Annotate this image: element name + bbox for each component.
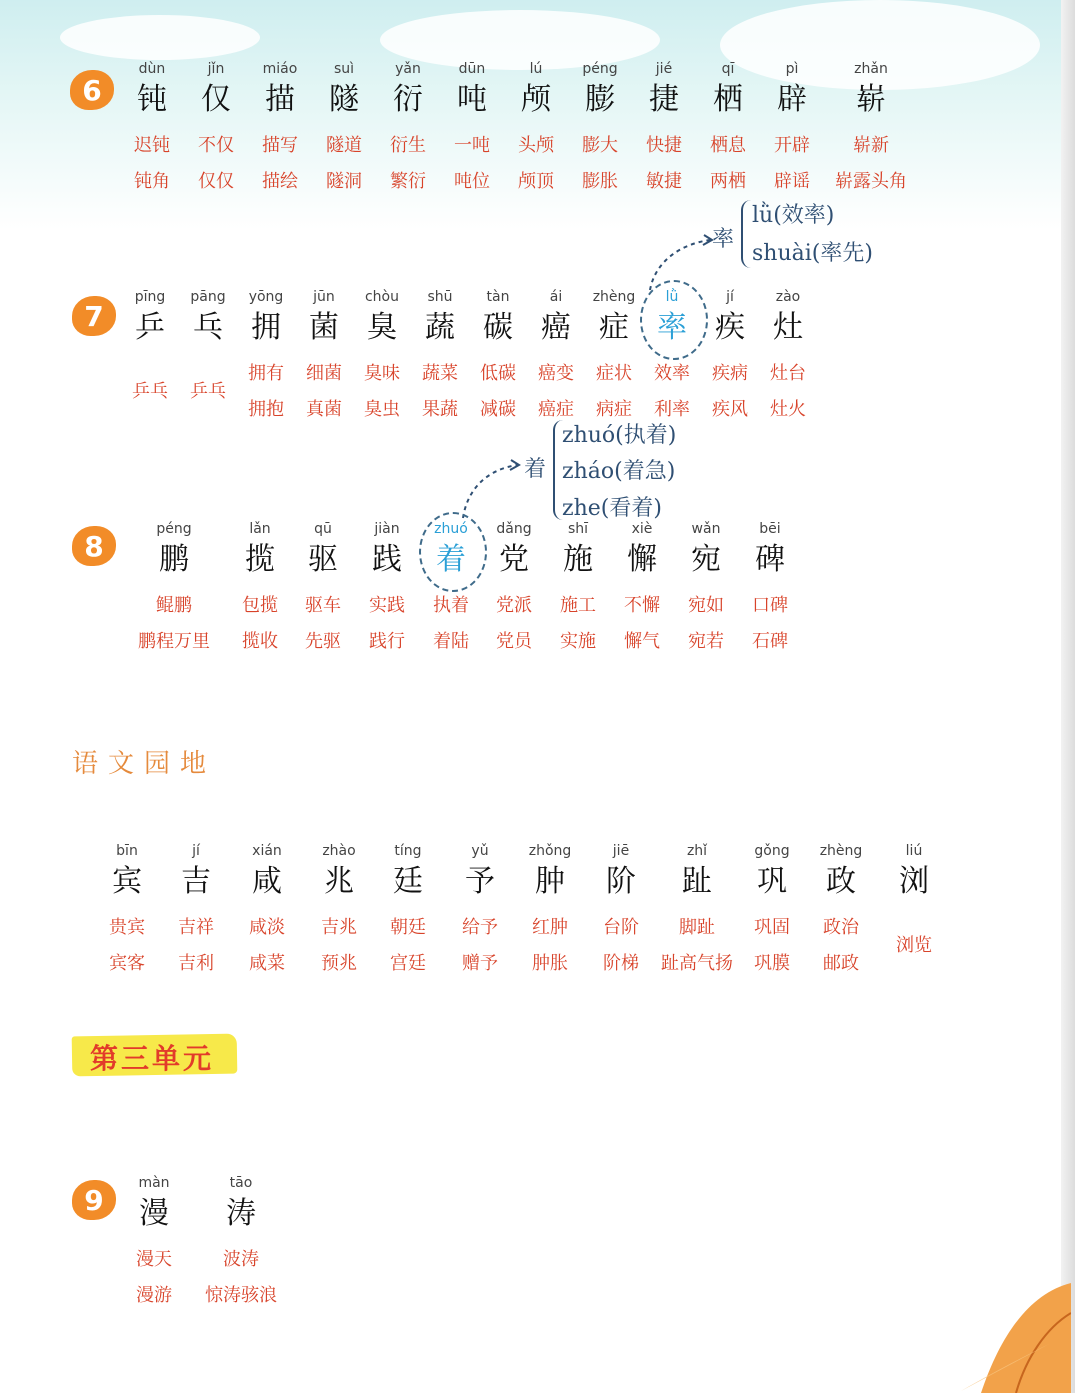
hanzi: 疾 bbox=[715, 310, 745, 345]
hanzi: 宾 bbox=[112, 864, 142, 899]
hanzi: 兆 bbox=[324, 864, 354, 899]
pinyin: tàn bbox=[486, 289, 510, 305]
example-word: 趾高气扬 bbox=[661, 953, 733, 974]
pinyin: jí bbox=[192, 843, 200, 859]
example-word: 一吨 bbox=[454, 135, 490, 156]
lesson-number-badge: 7 bbox=[72, 296, 116, 336]
character-entry bbox=[109, 1172, 199, 1314]
example-word: 宫廷 bbox=[390, 953, 426, 974]
character-entry bbox=[129, 518, 219, 660]
pinyin: shū bbox=[427, 289, 453, 305]
pinyin: zhǎn bbox=[854, 61, 888, 77]
example-word: 阶梯 bbox=[603, 953, 639, 974]
hanzi: 践 bbox=[372, 542, 402, 577]
example-word: 鲲鹏 bbox=[156, 595, 192, 616]
example-word: 辟谣 bbox=[774, 171, 810, 192]
example-word: 台阶 bbox=[603, 917, 639, 938]
autumn-leaf-icon bbox=[941, 1273, 1071, 1393]
hanzi: 蔬 bbox=[425, 310, 455, 345]
section-title-garden: 语文园地 bbox=[72, 749, 217, 779]
character-entry bbox=[743, 286, 833, 428]
example-word: 癌变 bbox=[538, 363, 574, 384]
character-entry bbox=[725, 518, 815, 660]
hanzi: 着 bbox=[436, 542, 466, 577]
example-word: 咸淡 bbox=[249, 917, 285, 938]
pinyin: tāo bbox=[229, 1175, 253, 1191]
character-entry bbox=[196, 1172, 286, 1314]
example-word: 灶火 bbox=[770, 399, 806, 420]
hanzi: 钝 bbox=[137, 82, 167, 117]
polyphone-arrow bbox=[455, 456, 525, 520]
lesson-number-badge: 6 bbox=[70, 70, 114, 110]
polyphone-brace bbox=[741, 200, 751, 268]
example-word: 疾病 bbox=[712, 363, 748, 384]
example-word: 乒乓 bbox=[190, 381, 226, 402]
lesson-number-badge: 8 bbox=[72, 526, 116, 566]
pinyin: yōng bbox=[248, 289, 284, 305]
example-word: 浏览 bbox=[896, 935, 932, 956]
hanzi: 吨 bbox=[457, 82, 487, 117]
character-entry bbox=[826, 58, 916, 200]
example-word: 崭露头角 bbox=[835, 171, 907, 192]
example-word: 党员 bbox=[496, 631, 532, 652]
example-word: 繁衍 bbox=[390, 171, 426, 192]
example-word: 症状 bbox=[596, 363, 632, 384]
hanzi: 描 bbox=[265, 82, 295, 117]
unit-title: 第三单元 bbox=[90, 1042, 215, 1075]
hanzi: 栖 bbox=[713, 82, 743, 117]
example-word: 拥抱 bbox=[248, 399, 284, 420]
hanzi: 碑 bbox=[755, 542, 785, 577]
example-word: 描写 bbox=[262, 135, 298, 156]
example-word: 疾风 bbox=[712, 399, 748, 420]
example-word: 宾客 bbox=[109, 953, 145, 974]
example-word: 懈气 bbox=[624, 631, 660, 652]
pinyin: zào bbox=[775, 289, 801, 305]
example-word: 预兆 bbox=[321, 953, 357, 974]
example-word: 细菌 bbox=[306, 363, 342, 384]
pinyin: bēi bbox=[759, 521, 781, 537]
example-word: 巩固 bbox=[754, 917, 790, 938]
pinyin: dūn bbox=[458, 61, 486, 77]
pinyin: yǔ bbox=[471, 843, 489, 859]
example-word: 执着 bbox=[433, 595, 469, 616]
hanzi: 崭 bbox=[856, 82, 886, 117]
example-word: 实施 bbox=[560, 631, 596, 652]
polyphone-reading: lǜ(效率) bbox=[752, 203, 835, 228]
example-word: 仅仅 bbox=[198, 171, 234, 192]
hanzi: 驱 bbox=[308, 542, 338, 577]
example-word: 宛如 bbox=[688, 595, 724, 616]
example-word: 衍生 bbox=[390, 135, 426, 156]
hanzi: 咸 bbox=[252, 864, 282, 899]
hanzi: 衍 bbox=[393, 82, 423, 117]
hanzi: 廷 bbox=[393, 864, 423, 899]
example-word: 施工 bbox=[560, 595, 596, 616]
example-word: 乒乓 bbox=[132, 381, 168, 402]
polyphone-reading: zhe(看着) bbox=[562, 496, 662, 521]
pinyin: chòu bbox=[364, 289, 399, 305]
example-word: 开辟 bbox=[774, 135, 810, 156]
example-word: 鹏程万里 bbox=[138, 631, 210, 652]
example-word: 口碑 bbox=[752, 595, 788, 616]
pinyin: zhào bbox=[322, 843, 356, 859]
polyphone-reading: shuài(率先) bbox=[752, 241, 873, 266]
example-word: 不仅 bbox=[198, 135, 234, 156]
hanzi: 碳 bbox=[483, 310, 513, 345]
pinyin: zhèng bbox=[819, 843, 863, 859]
pinyin: dǎng bbox=[496, 521, 532, 537]
hanzi: 党 bbox=[499, 542, 529, 577]
pinyin: pāng bbox=[190, 289, 226, 305]
pinyin: shī bbox=[567, 521, 589, 537]
hanzi: 症 bbox=[599, 310, 629, 345]
hanzi: 仅 bbox=[201, 82, 231, 117]
hanzi: 阶 bbox=[606, 864, 636, 899]
example-word: 膨胀 bbox=[582, 171, 618, 192]
hanzi: 巩 bbox=[757, 864, 787, 899]
example-word: 咸菜 bbox=[249, 953, 285, 974]
hanzi: 懈 bbox=[627, 542, 657, 577]
polyphone-reading: zháo(着急) bbox=[562, 459, 676, 484]
hanzi: 菌 bbox=[309, 310, 339, 345]
hanzi: 施 bbox=[563, 542, 593, 577]
pinyin: dùn bbox=[138, 61, 166, 77]
hanzi: 捷 bbox=[649, 82, 679, 117]
pinyin: zhèng bbox=[592, 289, 636, 305]
pinyin: yǎn bbox=[395, 61, 421, 77]
hanzi: 颅 bbox=[521, 82, 551, 117]
example-word: 先驱 bbox=[305, 631, 341, 652]
hanzi: 宛 bbox=[691, 542, 721, 577]
pinyin: jié bbox=[655, 61, 673, 77]
pinyin: xiè bbox=[631, 521, 653, 537]
example-word: 肿胀 bbox=[532, 953, 568, 974]
hanzi: 浏 bbox=[899, 864, 929, 899]
hanzi: 漫 bbox=[139, 1196, 169, 1231]
example-word: 石碑 bbox=[752, 631, 788, 652]
pinyin: zhuó bbox=[434, 521, 468, 537]
example-word: 吉祥 bbox=[178, 917, 214, 938]
pinyin: péng bbox=[156, 521, 192, 537]
example-word: 漫游 bbox=[136, 1285, 172, 1306]
example-word: 效率 bbox=[654, 363, 690, 384]
example-word: 崭新 bbox=[853, 135, 889, 156]
example-word: 栖息 bbox=[710, 135, 746, 156]
hanzi: 膨 bbox=[585, 82, 615, 117]
example-word: 红肿 bbox=[532, 917, 568, 938]
lesson-number-badge: 9 bbox=[72, 1180, 116, 1220]
example-word: 快捷 bbox=[646, 135, 682, 156]
pinyin: jǐn bbox=[207, 61, 225, 77]
example-word: 漫天 bbox=[136, 1249, 172, 1270]
example-word: 蔬菜 bbox=[422, 363, 458, 384]
example-word: 癌症 bbox=[538, 399, 574, 420]
example-word: 利率 bbox=[654, 399, 690, 420]
pinyin: lú bbox=[529, 61, 543, 77]
character-entry bbox=[869, 840, 959, 964]
pinyin: suì bbox=[333, 61, 355, 77]
hanzi: 臭 bbox=[367, 310, 397, 345]
example-word: 头颅 bbox=[518, 135, 554, 156]
example-word: 低碳 bbox=[480, 363, 516, 384]
example-word: 描绘 bbox=[262, 171, 298, 192]
example-word: 臭虫 bbox=[364, 399, 400, 420]
example-word: 贵宾 bbox=[109, 917, 145, 938]
example-word: 钝角 bbox=[134, 171, 170, 192]
pinyin: jí bbox=[726, 289, 734, 305]
hanzi: 揽 bbox=[245, 542, 275, 577]
pinyin: tíng bbox=[394, 843, 422, 859]
example-word: 颅顶 bbox=[518, 171, 554, 192]
example-word: 给予 bbox=[462, 917, 498, 938]
hanzi: 拥 bbox=[251, 310, 281, 345]
example-word: 减碳 bbox=[480, 399, 516, 420]
example-word: 不懈 bbox=[624, 595, 660, 616]
example-word: 党派 bbox=[496, 595, 532, 616]
pinyin: màn bbox=[138, 1175, 170, 1191]
hanzi: 乓 bbox=[193, 310, 223, 345]
example-word: 迟钝 bbox=[134, 135, 170, 156]
character-entry bbox=[747, 58, 837, 200]
example-word: 赠予 bbox=[462, 953, 498, 974]
polyphone-char: 率 bbox=[712, 227, 735, 252]
example-word: 巩膜 bbox=[754, 953, 790, 974]
example-word: 实践 bbox=[369, 595, 405, 616]
example-word: 宛若 bbox=[688, 631, 724, 652]
hanzi: 吉 bbox=[181, 864, 211, 899]
example-word: 驱车 bbox=[305, 595, 341, 616]
hanzi: 肿 bbox=[535, 864, 565, 899]
example-word: 政治 bbox=[823, 917, 859, 938]
hanzi: 涛 bbox=[226, 1196, 256, 1231]
pinyin: wǎn bbox=[691, 521, 721, 537]
pinyin: jiàn bbox=[374, 521, 400, 537]
pinyin: pīng bbox=[134, 289, 166, 305]
hanzi: 鹏 bbox=[159, 542, 189, 577]
pinyin: liú bbox=[905, 843, 923, 859]
hanzi: 予 bbox=[465, 864, 495, 899]
example-word: 吉利 bbox=[178, 953, 214, 974]
pinyin: pì bbox=[785, 61, 799, 77]
pinyin: qī bbox=[721, 61, 735, 77]
pinyin: zhǒng bbox=[528, 843, 572, 859]
pinyin: jūn bbox=[313, 289, 335, 305]
pinyin: gǒng bbox=[754, 843, 790, 859]
example-word: 膨大 bbox=[582, 135, 618, 156]
pinyin: qū bbox=[314, 521, 332, 537]
example-word: 两栖 bbox=[710, 171, 746, 192]
hanzi: 乒 bbox=[135, 310, 165, 345]
pinyin: péng bbox=[582, 61, 618, 77]
example-word: 惊涛骇浪 bbox=[205, 1285, 277, 1306]
polyphone-char: 着 bbox=[524, 457, 547, 482]
example-word: 隧洞 bbox=[326, 171, 362, 192]
pinyin: lǜ bbox=[665, 289, 679, 305]
pinyin: ái bbox=[549, 289, 563, 305]
example-word: 邮政 bbox=[823, 953, 859, 974]
cloud bbox=[60, 15, 260, 60]
example-word: 着陆 bbox=[433, 631, 469, 652]
example-word: 朝廷 bbox=[390, 917, 426, 938]
hanzi: 趾 bbox=[682, 864, 712, 899]
example-word: 真菌 bbox=[306, 399, 342, 420]
pinyin: bīn bbox=[116, 843, 138, 859]
hanzi: 隧 bbox=[329, 82, 359, 117]
example-word: 臭味 bbox=[364, 363, 400, 384]
example-word: 践行 bbox=[369, 631, 405, 652]
example-word: 包揽 bbox=[242, 595, 278, 616]
pinyin: miáo bbox=[262, 61, 298, 77]
pinyin: lǎn bbox=[249, 521, 271, 537]
example-word: 灶台 bbox=[770, 363, 806, 384]
example-word: 果蔬 bbox=[422, 399, 458, 420]
example-word: 脚趾 bbox=[679, 917, 715, 938]
example-word: 吨位 bbox=[454, 171, 490, 192]
hanzi: 辟 bbox=[777, 82, 807, 117]
example-word: 敏捷 bbox=[646, 171, 682, 192]
example-word: 波涛 bbox=[223, 1249, 259, 1270]
polyphone-note-zhuo bbox=[524, 452, 546, 483]
hanzi: 灶 bbox=[773, 310, 803, 345]
pinyin: zhǐ bbox=[686, 843, 708, 859]
example-word: 隧道 bbox=[326, 135, 362, 156]
example-word: 揽收 bbox=[242, 631, 278, 652]
pinyin: jiē bbox=[612, 843, 630, 859]
hanzi: 政 bbox=[826, 864, 856, 899]
example-word: 拥有 bbox=[248, 363, 284, 384]
hanzi: 癌 bbox=[541, 310, 571, 345]
example-word: 病症 bbox=[596, 399, 632, 420]
pinyin: xián bbox=[252, 843, 282, 859]
book-spine bbox=[1061, 0, 1075, 1393]
hanzi: 率 bbox=[657, 310, 687, 345]
polyphone-reading: zhuó(执着) bbox=[562, 423, 677, 448]
example-word: 吉兆 bbox=[321, 917, 357, 938]
